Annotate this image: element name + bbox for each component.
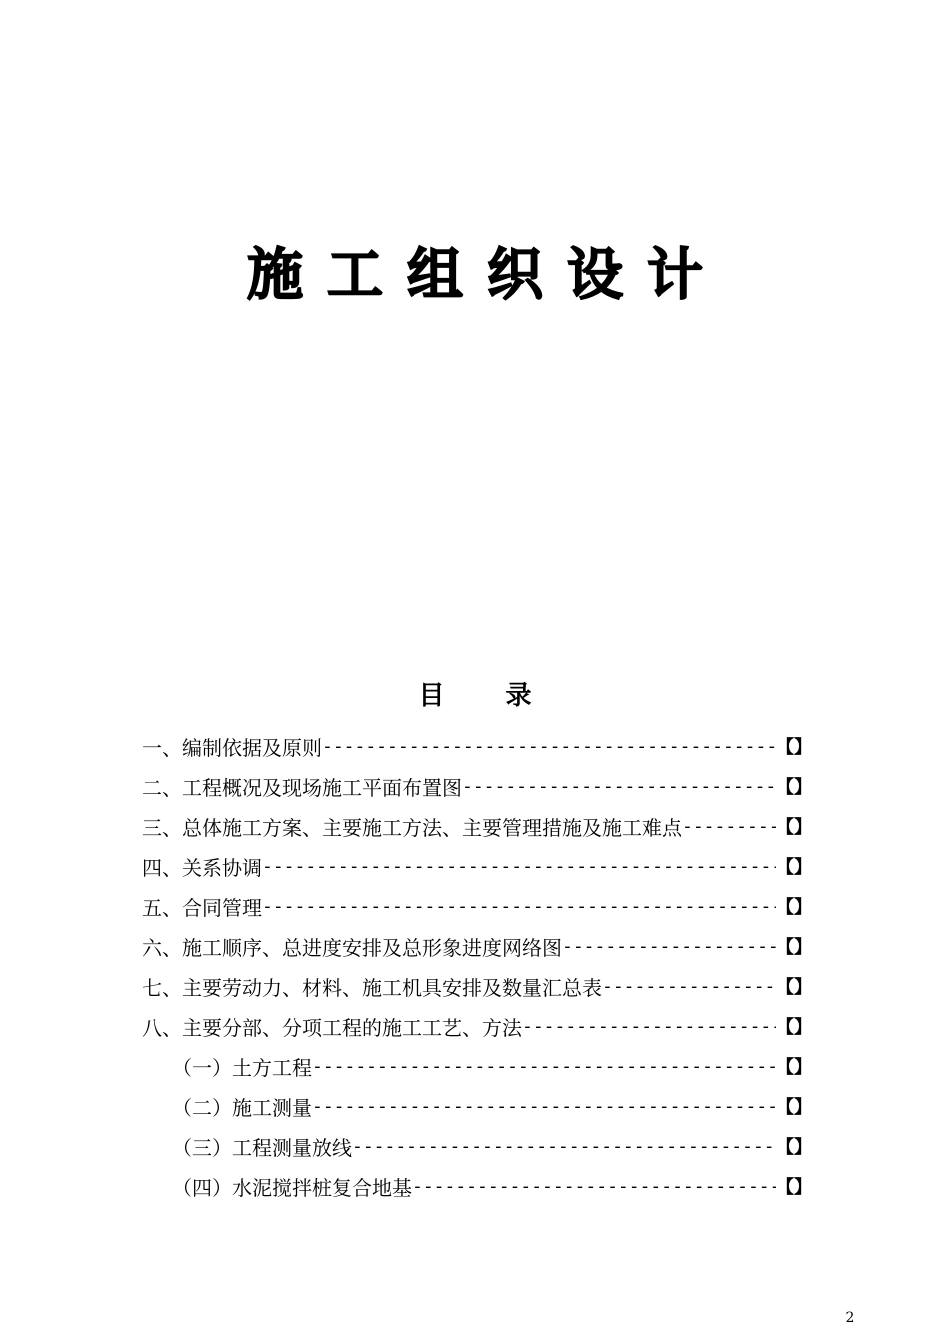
toc-page-marker: 【】: [776, 737, 812, 758]
toc-dot-leader: [262, 896, 776, 917]
toc-heading: 目 录: [418, 681, 532, 711]
toc-entry-title: 四、关系协调: [142, 855, 262, 880]
toc-entry-title: 二、工程概况及现场施工平面布置图: [142, 775, 462, 800]
toc-subentry[interactable]: [142, 1086, 812, 1126]
toc-dot-leader: [602, 976, 776, 997]
toc-page-marker: 【】: [776, 897, 812, 918]
toc-subentry[interactable]: [142, 1126, 812, 1166]
toc-subentry[interactable]: [142, 1166, 812, 1206]
toc-page-marker: 【】: [776, 777, 812, 798]
toc-dot-leader: [322, 736, 776, 757]
toc-page-marker: 【】: [776, 977, 812, 998]
toc-dot-leader: [682, 816, 776, 837]
toc-entry-title: （四）水泥搅拌桩复合地基: [172, 1175, 412, 1200]
toc-entry[interactable]: [142, 926, 812, 966]
toc-entry[interactable]: [142, 726, 812, 766]
toc-entry[interactable]: [142, 806, 812, 846]
toc-entry-title: 一、编制依据及原则: [142, 735, 322, 760]
toc-dot-leader: [262, 856, 776, 877]
document-title: 施工组织设计: [247, 243, 727, 308]
toc-dot-leader: [352, 1136, 776, 1157]
toc-page-marker: 【】: [776, 857, 812, 878]
table-of-contents: [142, 726, 812, 1206]
toc-dot-leader: [462, 776, 776, 797]
toc-subentry[interactable]: [142, 1046, 812, 1086]
toc-entry[interactable]: [142, 886, 812, 926]
page-number: 2: [845, 1310, 855, 1326]
toc-entry[interactable]: [142, 1006, 812, 1046]
toc-entry[interactable]: [142, 766, 812, 806]
toc-entry-title: 七、主要劳动力、材料、施工机具安排及数量汇总表: [142, 975, 602, 1000]
toc-entry-title: 六、施工顺序、总进度安排及总形象进度网络图: [142, 935, 562, 960]
toc-dot-leader: [412, 1176, 776, 1197]
toc-page-marker: 【】: [776, 1177, 812, 1198]
toc-entry-title: （二）施工测量: [172, 1095, 312, 1120]
toc-dot-leader: [312, 1096, 776, 1117]
toc-entry-title: （三）工程测量放线: [172, 1135, 352, 1160]
toc-page-marker: 【】: [776, 937, 812, 958]
toc-entry-title: 八、主要分部、分项工程的施工工艺、方法: [142, 1015, 522, 1040]
toc-entry-title: （一）土方工程: [172, 1055, 312, 1080]
toc-page-marker: 【】: [776, 1097, 812, 1118]
toc-entry[interactable]: [142, 966, 812, 1006]
toc-dot-leader: [312, 1056, 776, 1077]
toc-dot-leader: [522, 1016, 776, 1037]
toc-entry[interactable]: [142, 846, 812, 886]
toc-page-marker: 【】: [776, 1137, 812, 1158]
toc-entry-title: 三、总体施工方案、主要施工方法、主要管理措施及施工难点: [142, 815, 682, 840]
toc-page-marker: 【】: [776, 1057, 812, 1078]
toc-dot-leader: [562, 936, 776, 957]
toc-page-marker: 【】: [776, 817, 812, 838]
toc-page-marker: 【】: [776, 1017, 812, 1038]
toc-entry-title: 五、合同管理: [142, 895, 262, 920]
